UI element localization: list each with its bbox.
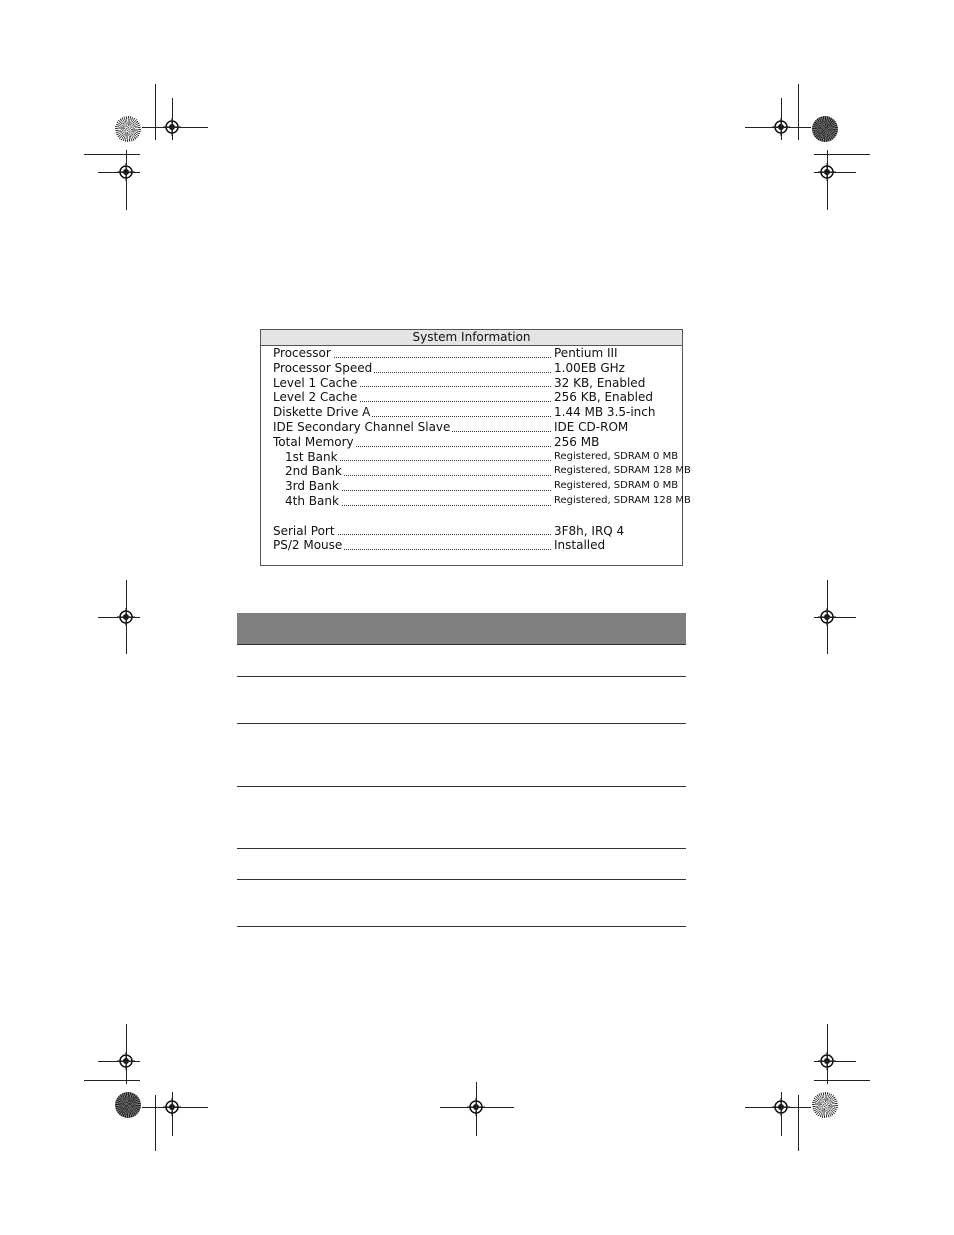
- info-label: 2nd Bank: [285, 464, 342, 479]
- crop-line: [84, 1080, 140, 1081]
- info-value: 32 KB, Enabled: [554, 375, 646, 390]
- table-row: [237, 849, 686, 880]
- crop-line: [781, 1092, 782, 1136]
- crop-line: [745, 1107, 811, 1108]
- info-value: IDE CD-ROM: [554, 419, 629, 434]
- info-label: 4th Bank: [285, 493, 339, 508]
- crop-line: [155, 1095, 156, 1151]
- info-label: Total Memory: [273, 434, 354, 449]
- color-bar-icon: [812, 1092, 838, 1118]
- info-value: 256 MB: [554, 434, 600, 449]
- info-value: 3F8h, IRQ 4: [554, 523, 625, 538]
- spacer: [273, 509, 682, 524]
- crop-line: [172, 1092, 173, 1136]
- crop-line: [814, 1061, 856, 1062]
- info-row-diskette-drive: [273, 405, 682, 420]
- info-row-bank-1: [273, 450, 682, 465]
- crop-line: [98, 617, 140, 618]
- crop-line: [84, 154, 140, 155]
- crop-line: [172, 98, 173, 140]
- info-value: 1.44 MB 3.5-inch: [554, 405, 656, 420]
- crop-line: [126, 1024, 127, 1084]
- info-value: Registered, SDRAM 128 MB: [554, 494, 691, 506]
- crop-line: [440, 1107, 514, 1108]
- info-row-bank-4: [273, 493, 691, 509]
- parameter-table: [237, 613, 686, 927]
- crop-line: [798, 84, 799, 140]
- info-label: Diskette Drive A: [273, 405, 371, 420]
- info-value: 256 KB, Enabled: [554, 390, 653, 405]
- crop-line: [98, 172, 140, 173]
- info-row-processor: [273, 346, 682, 361]
- info-value: Installed: [554, 538, 606, 553]
- crop-line: [142, 127, 208, 128]
- info-row-bank-2: [273, 464, 691, 479]
- info-label: 1st Bank: [285, 449, 338, 464]
- crop-line: [155, 84, 156, 140]
- table-header: [237, 613, 686, 645]
- info-row-level1-cache: [273, 376, 682, 391]
- info-label: Processor Speed: [273, 360, 373, 375]
- info-row-total-memory: [273, 435, 682, 450]
- info-row-level2-cache: [273, 390, 682, 405]
- crop-line: [814, 172, 856, 173]
- info-label: IDE Secondary Channel Slave: [273, 419, 451, 434]
- table-row: [237, 645, 686, 677]
- table-row: [237, 724, 686, 787]
- info-label: 3rd Bank: [285, 479, 339, 494]
- crop-line: [98, 1061, 140, 1062]
- crop-line: [814, 617, 856, 618]
- table-row: [237, 787, 686, 849]
- info-label: PS/2 Mouse: [273, 538, 343, 553]
- crop-line: [745, 127, 811, 128]
- info-value: Registered, SDRAM 0 MB: [554, 450, 679, 462]
- crop-line: [142, 1107, 208, 1108]
- system-information-panel: [260, 329, 691, 566]
- table-row: [237, 880, 686, 927]
- info-value: Registered, SDRAM 0 MB: [554, 480, 679, 492]
- info-row-serial-port: [273, 524, 682, 539]
- info-row-ide-secondary-slave: [273, 420, 682, 435]
- info-row-processor-speed: [273, 361, 682, 376]
- crop-line: [827, 1024, 828, 1084]
- color-bar-icon: [115, 116, 141, 142]
- panel-title: System Information: [261, 330, 682, 346]
- crop-line: [814, 154, 870, 155]
- table-row: [237, 677, 686, 724]
- crop-line: [798, 1095, 799, 1151]
- info-row-bank-3: [273, 479, 682, 494]
- info-value: 1.00EB GHz: [554, 360, 625, 375]
- color-bar-icon: [812, 116, 838, 142]
- crop-line: [126, 150, 127, 210]
- crop-line: [827, 150, 828, 210]
- info-label: Level 1 Cache: [273, 375, 358, 390]
- info-row-ps2-mouse: [273, 538, 682, 553]
- info-list: [273, 346, 691, 553]
- crop-line: [814, 1080, 870, 1081]
- info-label: Processor: [273, 346, 331, 360]
- info-label: Level 2 Cache: [273, 390, 358, 405]
- info-value: Registered, SDRAM 128 MB: [554, 465, 691, 477]
- info-value: Pentium III: [554, 346, 618, 360]
- info-label: Serial Port: [273, 523, 335, 538]
- color-bar-icon: [115, 1092, 141, 1118]
- crop-line: [476, 1082, 477, 1136]
- crop-line: [781, 98, 782, 140]
